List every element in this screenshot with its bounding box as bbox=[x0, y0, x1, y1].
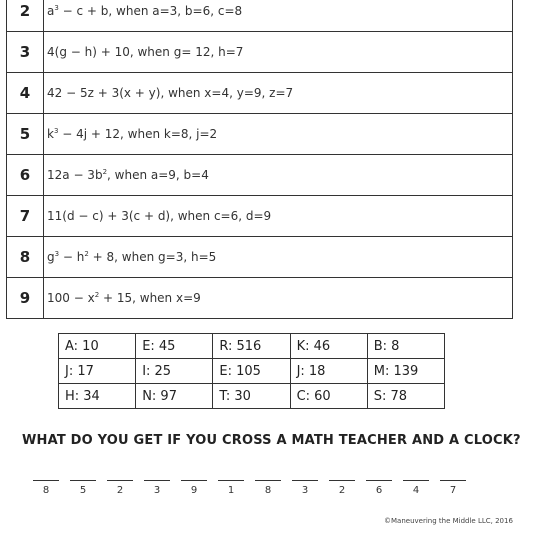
answer-key-cell: J: 17 bbox=[59, 359, 136, 384]
problem-expression: $a^3 - c + b$, when a=3, b=6, c=8 bbox=[44, 0, 513, 32]
problem-row bbox=[7, 114, 513, 155]
problem-row bbox=[7, 237, 513, 278]
problem-expression: 11(d − c) + 3(c + d), when c=6, d=9 bbox=[44, 196, 513, 237]
problem-number: 3 bbox=[7, 32, 44, 73]
answer-slot[interactable] bbox=[440, 466, 466, 496]
answer-key-table bbox=[58, 333, 445, 409]
answer-slot[interactable] bbox=[329, 466, 355, 496]
answer-blank-line[interactable] bbox=[218, 466, 244, 481]
answer-blank-line[interactable] bbox=[255, 466, 281, 481]
problem-row bbox=[7, 155, 513, 196]
answer-key-cell: I: 25 bbox=[136, 359, 213, 384]
answer-key-cell: B: 8 bbox=[367, 334, 444, 359]
answer-slot[interactable] bbox=[255, 466, 281, 496]
answer-key-cell: H: 34 bbox=[59, 384, 136, 409]
riddle-question: WHAT DO YOU GET IF YOU CROSS A MATH TEACHER AND A CLOCK? bbox=[22, 433, 521, 448]
answer-blank-line[interactable] bbox=[292, 466, 318, 481]
problems-table bbox=[6, 0, 513, 319]
answer-problem-number: 2 bbox=[116, 485, 124, 496]
answer-key-cell: E: 45 bbox=[136, 334, 213, 359]
answer-slot[interactable] bbox=[403, 466, 429, 496]
answer-problem-number: 6 bbox=[375, 485, 383, 496]
problem-expression: 4(g − h) + 10, when g= 12, h=7 bbox=[44, 32, 513, 73]
problem-expression: 42 − 5z + 3(x + y), when x=4, y=9, z=7 bbox=[44, 73, 513, 114]
problem-row bbox=[7, 0, 513, 32]
answer-blank-line[interactable] bbox=[144, 466, 170, 481]
answer-blank-line[interactable] bbox=[440, 466, 466, 481]
answer-key-cell: S: 78 bbox=[367, 384, 444, 409]
copyright-notice: ©Maneuvering the Middle LLC, 2016 bbox=[384, 517, 513, 525]
problem-expression: $100 - x^2 + 15$, when x=9 bbox=[44, 278, 513, 319]
answer-blank-line[interactable] bbox=[70, 466, 96, 481]
problem-number: 9 bbox=[7, 278, 44, 319]
answer-key-cell: J: 18 bbox=[290, 359, 367, 384]
problem-number: 5 bbox=[7, 114, 44, 155]
problem-number: 7 bbox=[7, 196, 44, 237]
answer-problem-number: 3 bbox=[301, 485, 309, 496]
problem-expression: $12a - 3b^2$, when a=9, b=4 bbox=[44, 155, 513, 196]
answer-problem-number: 1 bbox=[227, 485, 235, 496]
problem-number: 6 bbox=[7, 155, 44, 196]
answer-problem-number: 9 bbox=[190, 485, 198, 496]
answer-problem-number: 8 bbox=[264, 485, 272, 496]
answer-problem-number: 3 bbox=[153, 485, 161, 496]
answer-key-row bbox=[59, 359, 445, 384]
answer-problem-number: 2 bbox=[338, 485, 346, 496]
answer-key-cell: R: 516 bbox=[213, 334, 290, 359]
answer-blanks bbox=[33, 466, 493, 506]
answer-key-row bbox=[59, 334, 445, 359]
answer-problem-number: 8 bbox=[42, 485, 50, 496]
problem-number: 8 bbox=[7, 237, 44, 278]
answer-key-cell: M: 139 bbox=[367, 359, 444, 384]
answer-blank-line[interactable] bbox=[107, 466, 133, 481]
answer-key-row bbox=[59, 384, 445, 409]
answer-slot[interactable] bbox=[33, 466, 59, 496]
problem-row bbox=[7, 73, 513, 114]
problem-number: 2 bbox=[7, 0, 44, 32]
problem-row bbox=[7, 32, 513, 73]
problem-row bbox=[7, 196, 513, 237]
answer-problem-number: 7 bbox=[449, 485, 457, 496]
answer-slot[interactable] bbox=[144, 466, 170, 496]
answer-key-cell: T: 30 bbox=[213, 384, 290, 409]
answer-key-cell: A: 10 bbox=[59, 334, 136, 359]
problem-row bbox=[7, 278, 513, 319]
answer-slot[interactable] bbox=[218, 466, 244, 496]
answer-key-cell: E: 105 bbox=[213, 359, 290, 384]
answer-blank-line[interactable] bbox=[366, 466, 392, 481]
answer-key-cell: K: 46 bbox=[290, 334, 367, 359]
answer-key-cell: N: 97 bbox=[136, 384, 213, 409]
answer-slot[interactable] bbox=[70, 466, 96, 496]
answer-blank-line[interactable] bbox=[329, 466, 355, 481]
problem-expression: $k^3 - 4j + 12$, when k=8, j=2 bbox=[44, 114, 513, 155]
answer-slot[interactable] bbox=[181, 466, 207, 496]
answer-problem-number: 5 bbox=[79, 485, 87, 496]
answer-blank-line[interactable] bbox=[403, 466, 429, 481]
answer-blank-line[interactable] bbox=[181, 466, 207, 481]
answer-key-cell: C: 60 bbox=[290, 384, 367, 409]
answer-slot[interactable] bbox=[292, 466, 318, 496]
problem-number: 4 bbox=[7, 73, 44, 114]
answer-problem-number: 4 bbox=[412, 485, 420, 496]
answer-slot[interactable] bbox=[366, 466, 392, 496]
answer-blank-line[interactable] bbox=[33, 466, 59, 481]
answer-slot[interactable] bbox=[107, 466, 133, 496]
problem-expression: $g^3 - h^2 + 8$, when g=3, h=5 bbox=[44, 237, 513, 278]
